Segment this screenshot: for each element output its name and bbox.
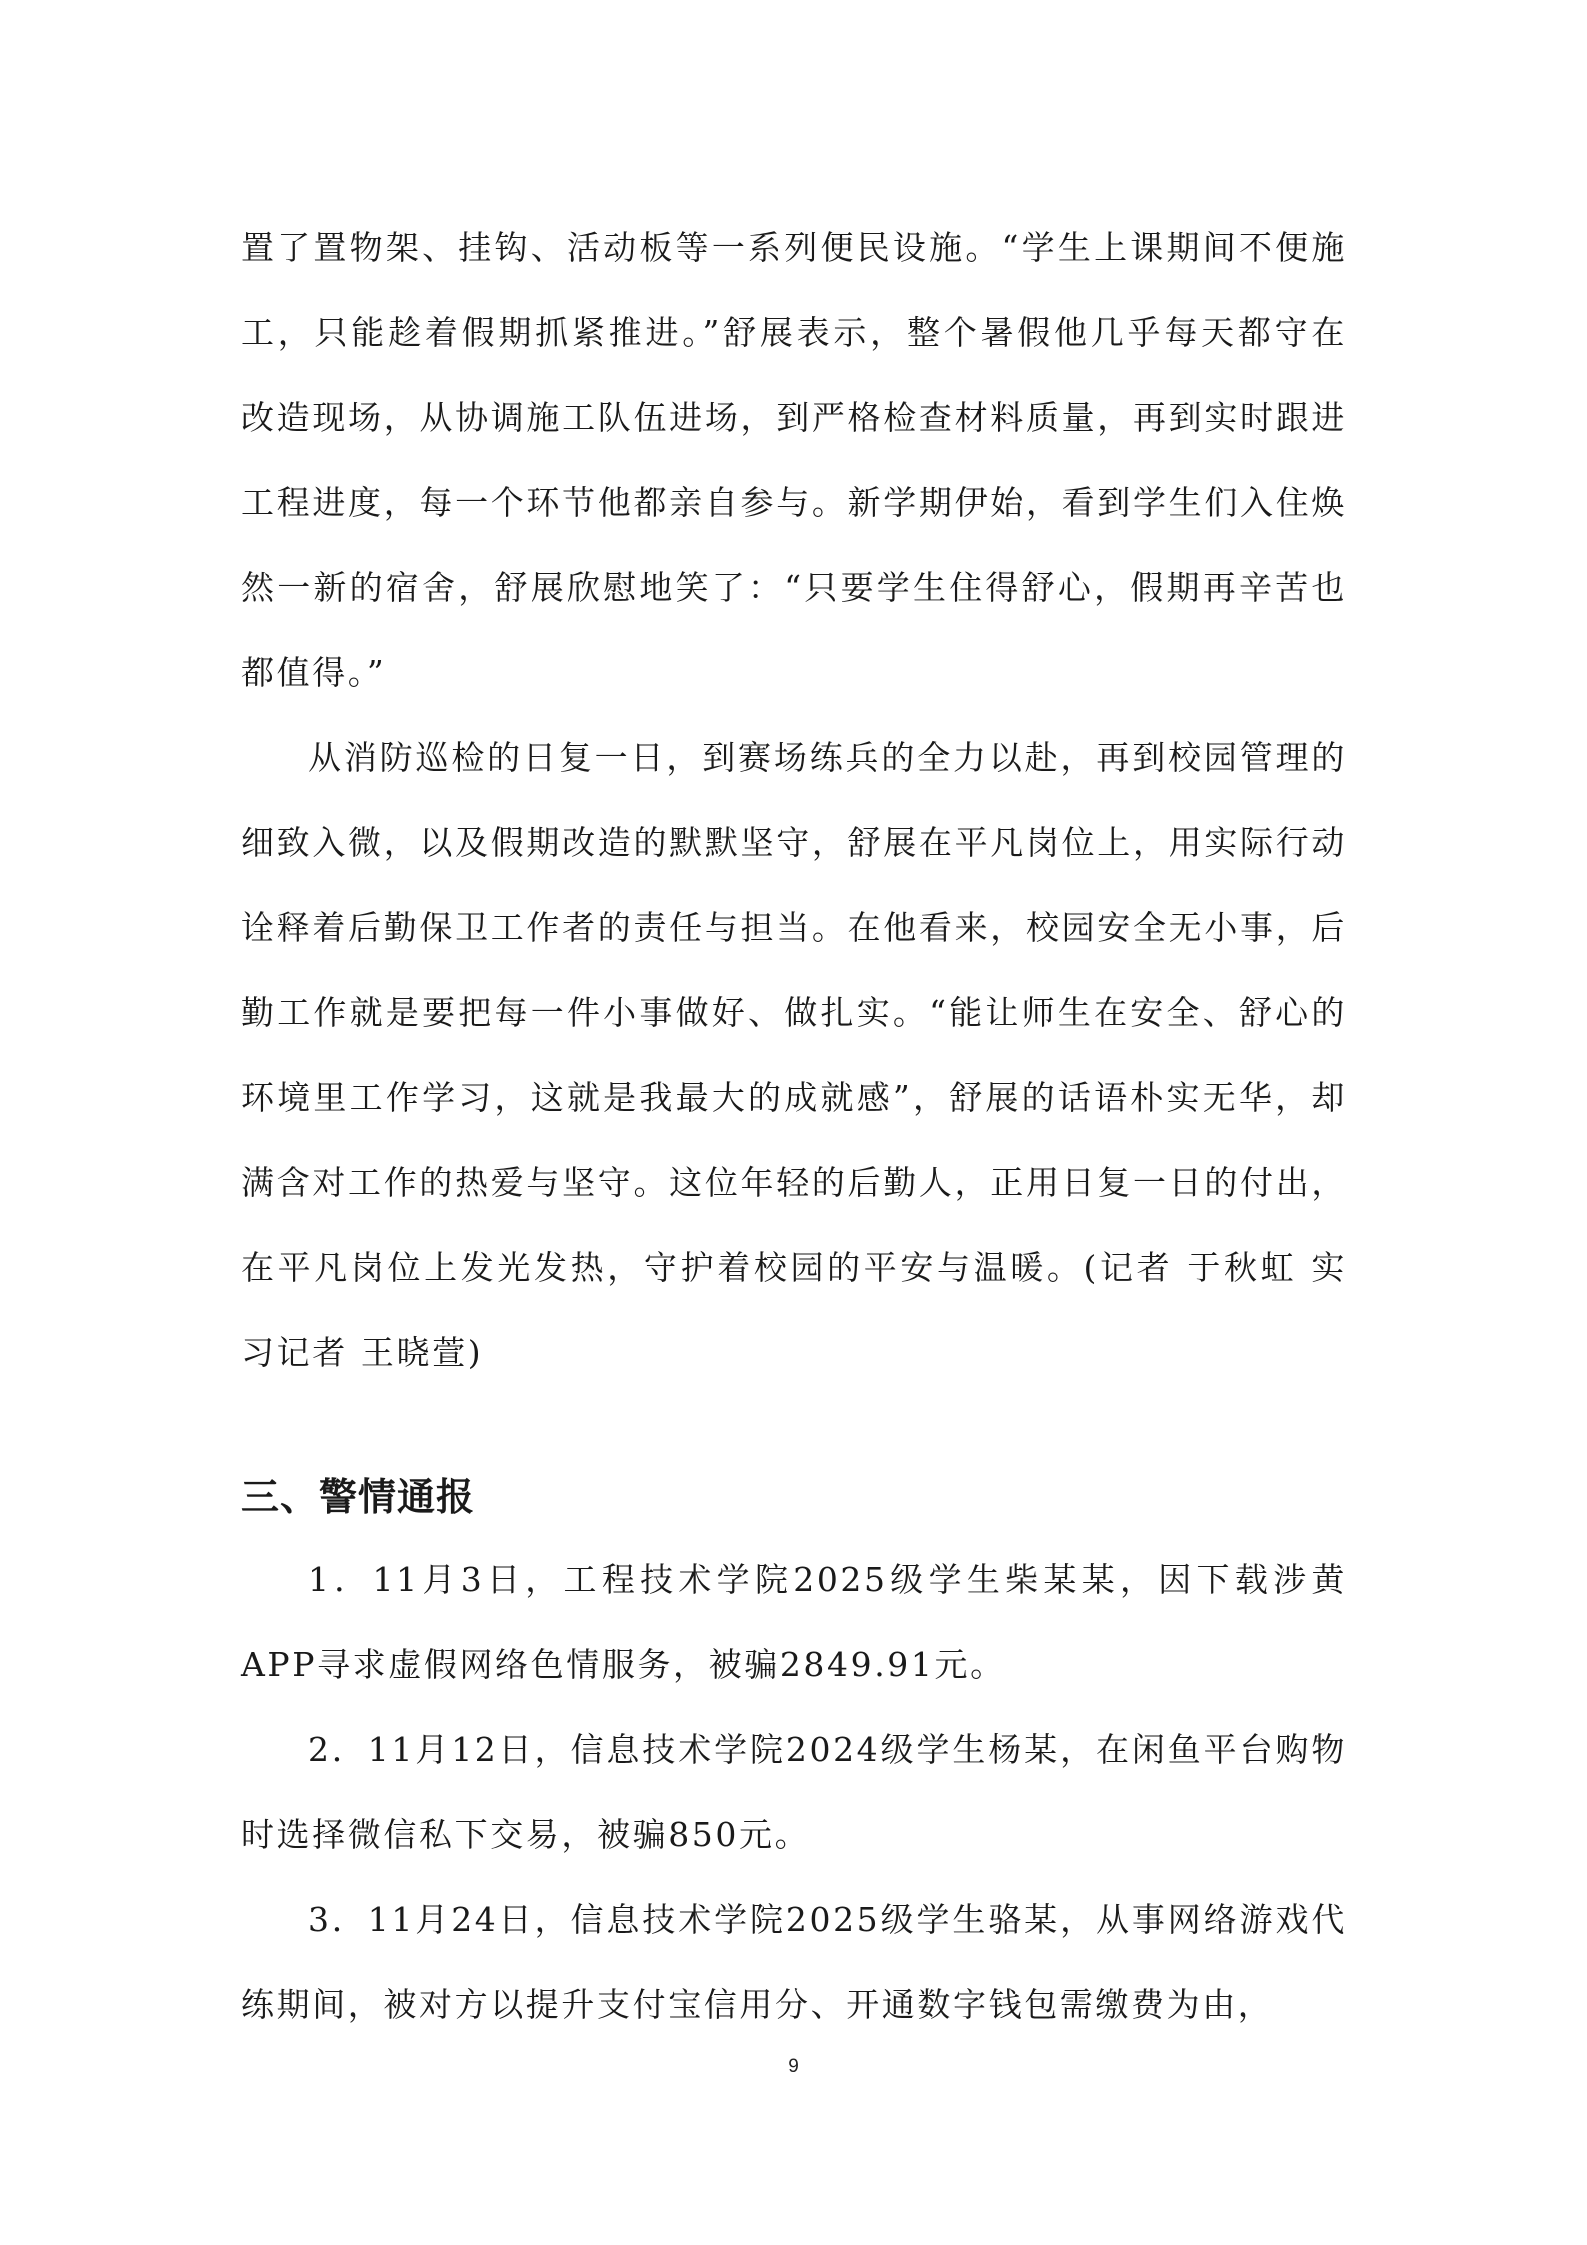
alert-item: 3．11月24日，信息技术学院2025级学生骆某，从事网络游戏代练期间，被对方以提升支付宝信用分、开通数字钱包需缴费为由， bbox=[241, 1900, 1347, 2024]
page-number: 9 bbox=[788, 2056, 799, 2077]
alert-item: 1．11月3日，工程技术学院2025级学生柴某某，因下载涉黄APP寻求虚假网络色情服务，被骗2849.91元。 bbox=[241, 1560, 1347, 1684]
document-page bbox=[241, 205, 1347, 2047]
body-paragraph: 置了置物架、挂钩、活动板等一系列便民设施。“学生上课期间不便施工，只能趁着假期抓紧推进。”舒展表示，整个暑假他几乎每天都守在改造现场，从协调施工队伍进场，到严格检查材料质量，再到实时跟进工程进度，每一个环节他都亲自参与。新学期伊始，看到学生们入住焕然一新的宿舍，舒展欣慰地笑了：“只要学生住得舒心，假期再辛苦也都值得。” bbox=[241, 228, 1347, 692]
alert-item: 2．11月12日，信息技术学院2024级学生杨某，在闲鱼平台购物时选择微信私下交易，被骗850元。 bbox=[241, 1730, 1347, 1854]
section-heading: 三、警情通报 bbox=[241, 1475, 476, 1519]
body-paragraph: 从消防巡检的日复一日，到赛场练兵的全力以赴，再到校园管理的细致入微，以及假期改造的默默坚守，舒展在平凡岗位上，用实际行动诠释着后勤保卫工作者的责任与担当。在他看来，校园安全无小事，后勤工作就是要把每一件小事做好、做扎实。“能让师生在安全、舒心的环境里工作学习，这就是我最大的成就感”，舒展的话语朴实无华，却满含对工作的热爱与坚守。这位年轻的后勤人，正用日复一日的付出，在平凡岗位上发光发热，守护着校园的平安与温暖。(记者 于秋虹 实习记者 王晓萱) bbox=[241, 738, 1347, 1372]
